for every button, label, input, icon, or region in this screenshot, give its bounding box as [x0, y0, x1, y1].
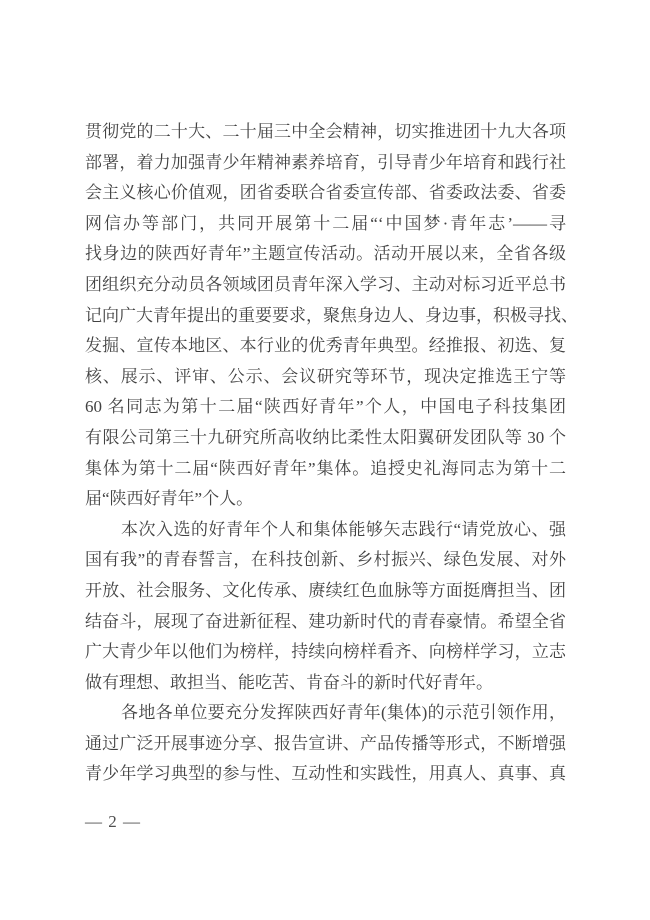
text-line: 届“陕西好青年”个人。 [85, 489, 254, 509]
text-line: 国有我”的青春誓言，在科技创新、乡村振兴、绿色发展、对外 [85, 550, 566, 570]
page-number: — 2 — [85, 812, 141, 831]
text-line: 部署，着力加强青少年精神素养培育，引导青少年培育和践行社 [85, 152, 566, 172]
text-line: 会主义核心价值观，团省委联合省委宣传部、省委政法委、省委 [85, 183, 566, 203]
text-line: 结奋斗，展现了奋进新征程、建功新时代的青春豪情。希望全省 [85, 611, 566, 631]
text-line: 本次入选的好青年个人和集体能够矢志践行“请党放心、强 [121, 519, 566, 539]
text-line: 开放、社会服务、文化传承、赓续红色血脉等方面挺膺担当、团 [85, 580, 566, 600]
text-line: 各地各单位要充分发挥陕西好青年(集体)的示范引领作用， [121, 703, 566, 723]
text-line: 集体为第十二届“陕西好青年”集体。追授史礼海同志为第十二 [85, 458, 566, 478]
text-line: 找身边的陕西好青年”主题宣传活动。活动开展以来，全省各级 [85, 244, 566, 264]
text-line: 贯彻党的二十大、二十届三中全会精神，切实推进团十九大各项 [85, 122, 566, 141]
text-line: 青少年学习典型的参与性、互动性和实践性，用真人、真事、真 [85, 764, 566, 784]
text-line: 记向广大青年提出的重要要求，聚焦身边人、身边事，积极寻找、 [85, 305, 578, 325]
text-line: 做有理想、敢担当、能吃苦、肯奋斗的新时代好青年。 [85, 672, 493, 692]
text-line: 60 名同志为第十二届“陕西好青年”个人，中国电子科技集团 [85, 397, 566, 417]
text-line: 通过广泛开展事迹分享、报告宣讲、产品传播等形式，不断增强 [85, 733, 566, 753]
text-line: 网信办等部门，共同开展第十二届“‘中国梦·青年志’——寻 [85, 213, 566, 233]
text-line: 广大青少年以他们为榜样，持续向榜样看齐、向榜样学习，立志 [85, 642, 566, 662]
document-body [85, 117, 578, 790]
text-line: 核、展示、评审、公示、会议研究等环节，现决定推选王宁等 [85, 366, 566, 386]
text-line: 发掘、宣传本地区、本行业的优秀青年典型。经推报、初选、复 [85, 336, 566, 356]
text-line: 团组织充分动员各领域团员青年深入学习、主动对标习近平总书 [85, 274, 566, 294]
text-line: 有限公司第三十九研究所高收纳比柔性太阳翼研发团队等 30 个 [85, 427, 566, 447]
